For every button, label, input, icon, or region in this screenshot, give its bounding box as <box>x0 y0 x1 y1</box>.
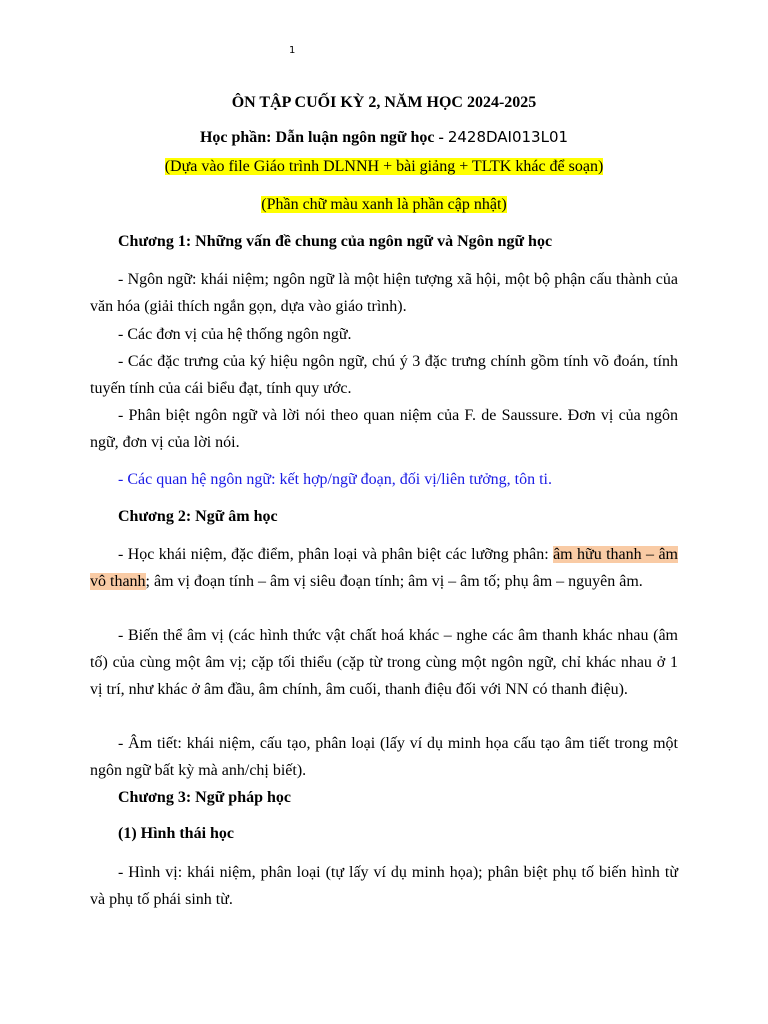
chapter1-item-language: - Ngôn ngữ: khái niệm; ngôn ngữ là một hiện tượng xã hội, một bộ phận cấu thành của văn hóa (giải thích ngắn gọn, dựa vào giáo trình). <box>90 271 678 315</box>
course-line <box>0 128 768 147</box>
chapter2-heading: Chương 2: Ngữ âm học <box>118 508 278 525</box>
chapter2-item-dichotomies <box>90 541 678 595</box>
color-note <box>0 196 768 214</box>
color-note-text: (Phần chữ màu xanh là phần cập nhật) <box>261 196 507 213</box>
dichotomies-rest: ; âm vị đoạn tính – âm vị siêu đoạn tính; âm vị – âm tố; phụ âm – nguyên âm. <box>145 573 643 590</box>
chapter1-item-sign-features: - Các đặc trưng của ký hiệu ngôn ngữ, chú ý 3 đặc trưng chính gồm tính võ đoán, tính tuyến tính của cái biểu đạt, tính quy ước. <box>90 353 678 397</box>
chapter2-item-syllable: - Âm tiết: khái niệm, cấu tạo, phân loại (lấy ví dụ minh họa cấu tạo âm tiết trong một ngôn ngữ bất kỳ mà anh/chị biết). <box>90 735 678 779</box>
chapter1-item-units: - Các đơn vị của hệ thống ngôn ngữ. <box>118 326 352 343</box>
chapter3-item-morpheme: - Hình vị: khái niệm, phân loại (tự lấy ví dụ minh họa); phân biệt phụ tố biến hình từ và phụ tố phái sinh từ. <box>90 864 678 908</box>
course-code: 2428DAI013L01 <box>447 128 569 146</box>
morphology-subheading: (1) Hình thái học <box>118 825 235 842</box>
document-title: ÔN TẬP CUỐI KỲ 2, NĂM HỌC 2024-2025 <box>231 94 537 111</box>
voiced-voiceless-highlight: âm hữu thanh – âm vô thanh <box>90 546 679 590</box>
source-note-text: (Dựa vào file Giáo trình DLNNH + bài giảng + TLTK khác để soạn) <box>164 158 604 175</box>
source-note <box>0 158 768 176</box>
chapter3-heading: Chương 3: Ngữ pháp học <box>118 789 291 806</box>
chapter1-item-relations: - Các quan hệ ngôn ngữ: kết hợp/ngữ đoạn, đối vị/liên tưởng, tôn ti. <box>118 471 552 488</box>
page-number: 1 <box>289 45 296 56</box>
chapter1-heading: Chương 1: Những vấn đề chung của ngôn ngữ và Ngôn ngữ học <box>118 233 553 250</box>
course-label: Học phần: Dẫn luận ngôn ngữ học - <box>199 129 448 146</box>
chapter2-item-allophones: - Biến thể âm vị (các hình thức vật chất hoá khác – nghe các âm thanh khác nhau (âm tố) của cùng một âm vị; cặp tối thiểu (cặp từ trong cùng một ngôn ngữ, chỉ khác nhau ở 1 vị trí, như khác ở âm đầu, âm chính, âm cuối, thanh điệu đối với NN có thanh điệu). <box>90 627 678 698</box>
dichotomies-intro: - Học khái niệm, đặc điểm, phân loại và phân biệt các lưỡng phân: <box>118 546 554 563</box>
chapter1-item-langue-parole: - Phân biệt ngôn ngữ và lời nói theo quan niệm của F. de Saussure. Đơn vị của ngôn ngữ, đơn vị của lời nói. <box>90 407 678 451</box>
